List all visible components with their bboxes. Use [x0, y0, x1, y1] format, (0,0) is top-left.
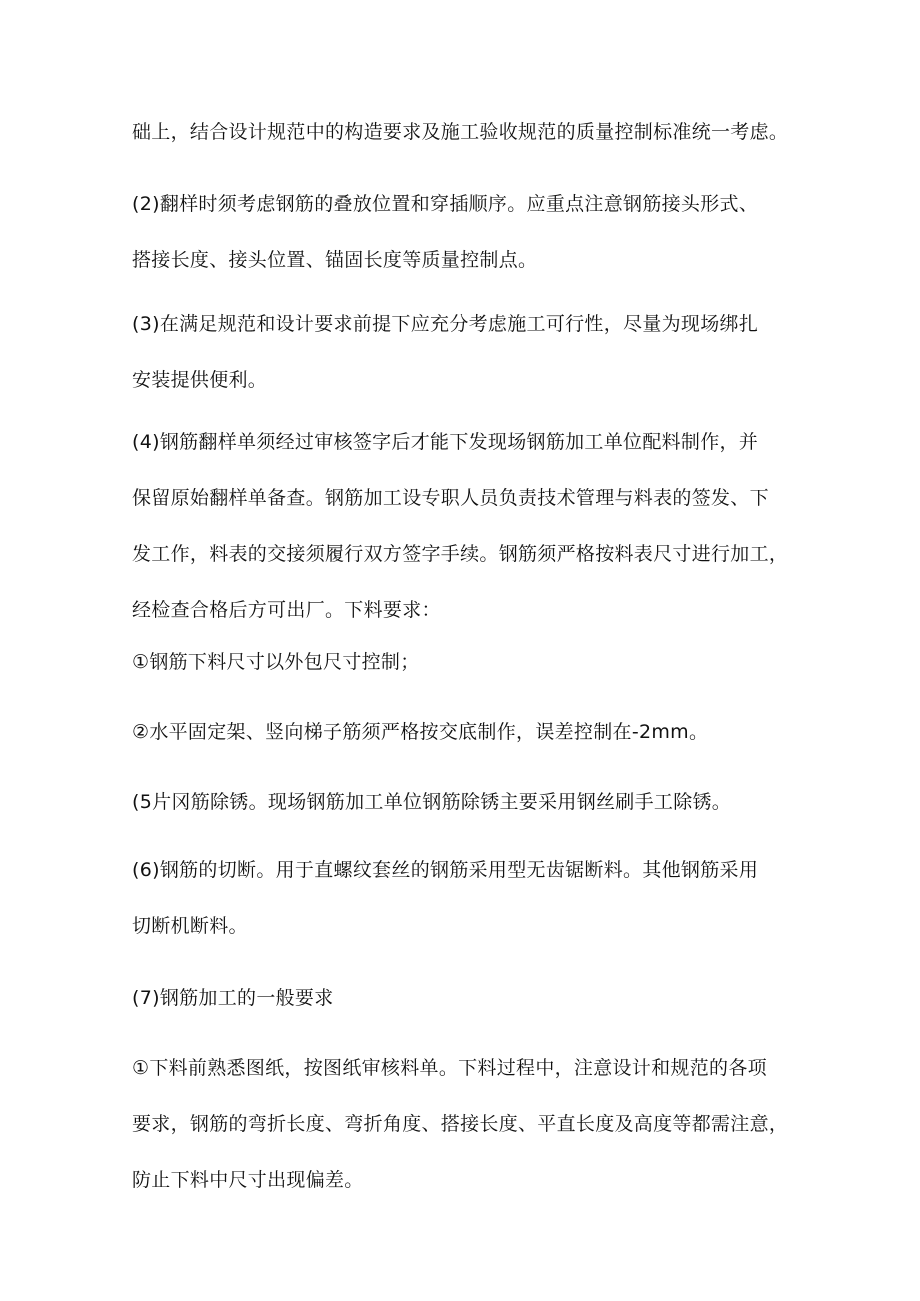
text-line: 防止下料中尺寸出现偏差。 [132, 1169, 364, 1191]
text-line: (3)在满足规范和设计要求前提下应充分考虑施工可行性，尽量为现场绑扎 [132, 313, 759, 335]
paragraph-item-2 [132, 176, 822, 288]
paragraph-sub-item-1 [132, 634, 822, 690]
text-line: ②水平固定架、竖向梯子筋须严格按交底制作，误差控制在-2mm。 [132, 721, 709, 743]
text-line: 础上，结合设计规范中的构造要求及施工验收规范的质量控制标准统一考虑。 [132, 121, 789, 143]
text-line: ①下料前熟悉图纸，按图纸审核料单。下料过程中，注意设计和规范的各项 [132, 1057, 767, 1079]
text-line: 发工作，料表的交接须履行双方签字手续。钢筋须严格按料表尺寸进行加工， [132, 543, 789, 565]
text-line: 保留原始翻样单备查。钢筋加工设专职人员负责技术管理与料表的签发、下 [132, 487, 769, 509]
paragraph-item-5 [132, 774, 822, 830]
text-line: (6)钢筋的切断。用于直螺纹套丝的钢筋采用型无齿锯断料。其他钢筋采用 [132, 859, 759, 881]
text-line: (5片冈筋除锈。现场钢筋加工单位钢筋除锈主要采用钢丝刷手工除锈。 [132, 791, 732, 813]
paragraph-item-4 [132, 414, 822, 638]
text-line: ①钢筋下料尺寸以外包尺寸控制； [132, 651, 420, 673]
paragraph-sub-item-2 [132, 704, 822, 760]
paragraph-item-7 [132, 970, 822, 1026]
paragraph-item-6 [132, 842, 822, 954]
text-line: (7)钢筋加工的一般要求 [132, 987, 334, 1009]
paragraph-sub-item-7-1 [132, 1040, 822, 1208]
text-line: (2)翻样时须考虑钢筋的叠放位置和穿插顺序。应重点注意钢筋接头形式、 [132, 193, 759, 215]
paragraph-item-3 [132, 296, 822, 408]
text-line: (4)钢筋翻样单须经过审核签字后才能下发现场钢筋加工单位配料制作，并 [132, 431, 759, 453]
text-line: 搭接长度、接头位置、锚固长度等质量控制点。 [132, 249, 538, 271]
text-line: 经检查合格后方可出厂。下料要求： [132, 599, 441, 621]
text-line: 安装提供便利。 [132, 369, 268, 391]
text-line: 要求，钢筋的弯折长度、弯折角度、搭接长度、平直长度及高度等都需注意， [132, 1113, 789, 1135]
paragraph-continuation [132, 104, 822, 160]
text-line: 切断机断料。 [132, 915, 248, 937]
